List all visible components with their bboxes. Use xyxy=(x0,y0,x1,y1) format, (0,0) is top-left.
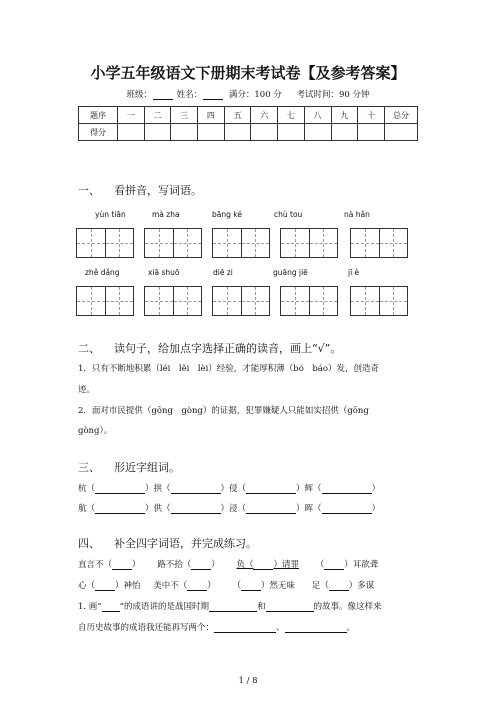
answer-blank[interactable] xyxy=(253,561,273,570)
answer-blank[interactable] xyxy=(95,582,115,591)
answer-blank[interactable] xyxy=(241,582,261,591)
question-line: 1．只有不断地积累（léi lěi lèi）经验，才能厚积薄（bó báo）发，创造奇 xyxy=(78,364,379,374)
score-header-row xyxy=(79,107,418,124)
writing-grid[interactable] xyxy=(76,228,134,258)
score-row xyxy=(79,124,418,141)
idiom-text: 心（ xyxy=(78,581,96,591)
char-suffix: ） xyxy=(371,484,381,494)
char-prefix: ）侵（ xyxy=(220,484,247,494)
section-number: 四、 xyxy=(78,537,100,550)
answer-blank[interactable] xyxy=(191,561,211,570)
answer-blank[interactable] xyxy=(266,603,314,612)
question-text: 自历史故事的成语我还能再写两个： xyxy=(78,623,215,633)
question-line xyxy=(78,621,355,633)
pinyin-label: zhě dǎng xyxy=(85,268,120,277)
char-prefix: ）辉（ xyxy=(296,484,322,494)
idiom-text: （ xyxy=(315,560,325,570)
answer-blank[interactable] xyxy=(102,603,120,612)
idiom-text: 负（ xyxy=(236,560,254,570)
question-text: 。 xyxy=(346,623,356,633)
section-title: 看拼音，写词语。 xyxy=(114,184,202,197)
answer-blank[interactable] xyxy=(95,505,145,514)
score-header-cell: 九 xyxy=(331,107,358,124)
score-header-cell: 二 xyxy=(144,107,171,124)
pinyin-label: xiā shuō xyxy=(148,268,180,277)
section-number: 二、 xyxy=(78,342,100,355)
question-text: ”的成语讲的是战国时期 xyxy=(119,602,210,612)
section-4-heading xyxy=(78,535,257,551)
score-cell[interactable] xyxy=(224,124,251,141)
score-header-cell: 六 xyxy=(251,107,278,124)
writing-grid[interactable] xyxy=(144,286,202,316)
score-row-label: 得分 xyxy=(79,124,118,141)
idiom-text: ） xyxy=(211,560,220,570)
score-header-cell: 十 xyxy=(358,107,385,124)
answer-blank[interactable] xyxy=(246,485,296,494)
pinyin-label: jī è xyxy=(348,268,360,277)
writing-grid[interactable] xyxy=(280,286,338,316)
question-text: 的故事。像这样来 xyxy=(313,602,382,612)
class-label: 班级： xyxy=(126,90,152,100)
char-suffix: ） xyxy=(371,504,381,514)
score-cell[interactable] xyxy=(198,124,225,141)
score-header-cell: 三 xyxy=(171,107,198,124)
score-cell[interactable] xyxy=(251,124,278,141)
question-line xyxy=(78,600,382,612)
score-table xyxy=(78,106,418,141)
pinyin-label: bāng ké xyxy=(212,210,242,219)
section-number: 一、 xyxy=(78,184,100,197)
idiom-text: ）耳欲聋 xyxy=(344,560,379,570)
pinyin-label: diē zi xyxy=(213,268,233,277)
score-header-cell: 五 xyxy=(224,107,251,124)
question-line: 2．面对市民提供（gōng gòng）的证据，犯罪嫌疑人只能如实招供（gōng xyxy=(78,406,369,416)
section-3-heading xyxy=(78,459,180,475)
score-cell[interactable] xyxy=(304,124,331,141)
writing-grid[interactable] xyxy=(144,228,202,258)
section-title: 读句子，给加点字选择正确的读音，画上“√”。 xyxy=(114,342,342,355)
answer-blank[interactable] xyxy=(324,561,344,570)
section-2-heading xyxy=(78,340,341,356)
pinyin-label: chù tou xyxy=(274,210,303,219)
full-score: 满分：100 分 xyxy=(228,90,282,100)
char-prefix: ）晖（ xyxy=(296,504,322,514)
writing-grid[interactable] xyxy=(212,286,270,316)
section-title: 补全四字词语，并完成练习。 xyxy=(114,537,257,550)
score-cell[interactable] xyxy=(278,124,305,141)
score-header-cell: 四 xyxy=(198,107,225,124)
score-cell[interactable] xyxy=(118,124,145,141)
idiom-text: ） xyxy=(207,581,216,591)
answer-blank[interactable] xyxy=(246,505,296,514)
pinyin-label: guāng jiē xyxy=(273,268,308,277)
name-blank xyxy=(203,91,223,100)
idiom-text: ） xyxy=(132,560,141,570)
writing-grid[interactable] xyxy=(350,228,408,258)
idiom-text: ）请罪 xyxy=(273,560,299,570)
answer-blank[interactable] xyxy=(322,485,372,494)
answer-blank[interactable] xyxy=(171,485,221,494)
score-header-cell: 七 xyxy=(278,107,305,124)
writing-grid[interactable] xyxy=(350,286,408,316)
score-cell[interactable] xyxy=(144,124,171,141)
score-header-cell: 八 xyxy=(304,107,331,124)
answer-blank[interactable] xyxy=(214,624,276,633)
score-cell[interactable] xyxy=(385,124,418,141)
question-text: 和 xyxy=(257,602,266,612)
section-1-heading xyxy=(78,182,202,198)
idiom-text: （ xyxy=(232,581,241,591)
idiom-text: ）神怡 xyxy=(115,581,141,591)
idiom-row xyxy=(78,558,378,570)
page-title: 小学五年级语文下册期末考试卷【及参考答案】 xyxy=(90,64,406,82)
answer-blank[interactable] xyxy=(171,505,221,514)
word-group-row xyxy=(78,502,380,514)
idiom-text: ）然无味 xyxy=(260,581,295,591)
pinyin-label: mà zha xyxy=(152,210,180,219)
name-label: 姓名： xyxy=(176,90,203,100)
idiom-text: 直言不（ xyxy=(78,560,113,570)
answer-blank[interactable] xyxy=(95,485,145,494)
score-cell[interactable] xyxy=(331,124,358,141)
char-prefix: 航（ xyxy=(78,504,96,514)
page-number: 1 / 8 xyxy=(238,676,258,686)
exam-time: 考试时间：90 分钟 xyxy=(296,90,370,100)
idiom-row xyxy=(78,579,374,591)
section-number: 三、 xyxy=(78,461,100,474)
question-line: gòng）。 xyxy=(78,426,113,436)
pinyin-label: yùn tiān xyxy=(95,210,126,219)
answer-blank[interactable] xyxy=(209,603,257,612)
writing-grid[interactable] xyxy=(212,228,270,258)
writing-grid[interactable] xyxy=(280,228,338,258)
class-blank xyxy=(153,91,173,100)
section-title: 形近字组词。 xyxy=(114,461,180,474)
exam-info xyxy=(0,88,496,100)
answer-blank[interactable] xyxy=(285,624,347,633)
question-line: 迹。 xyxy=(78,385,96,395)
char-prefix: 杭（ xyxy=(78,484,96,494)
idiom-text: 足（ xyxy=(311,581,329,591)
pinyin-label: nà hǎn xyxy=(344,210,370,219)
idiom-text: 美中不（ xyxy=(153,581,188,591)
answer-blank[interactable] xyxy=(187,582,207,591)
char-prefix: ）供（ xyxy=(145,504,171,514)
score-cell[interactable] xyxy=(171,124,198,141)
answer-blank[interactable] xyxy=(322,505,372,514)
answer-blank[interactable] xyxy=(329,582,349,591)
score-header-cell: 题序 xyxy=(79,107,118,124)
score-cell[interactable] xyxy=(358,124,385,141)
question-text: 、 xyxy=(276,623,285,633)
idiom-text: 路不拾（ xyxy=(157,560,192,570)
score-header-cell: 一 xyxy=(118,107,145,124)
char-prefix: ）拱（ xyxy=(145,484,171,494)
score-header-cell: 总分 xyxy=(385,107,418,124)
question-text: 1. 画“ xyxy=(78,602,102,612)
writing-grid[interactable] xyxy=(76,286,134,316)
word-group-row xyxy=(78,482,380,494)
answer-blank[interactable] xyxy=(112,561,132,570)
char-prefix: ）浸（ xyxy=(220,504,247,514)
idiom-text: ）多谋 xyxy=(348,581,375,591)
